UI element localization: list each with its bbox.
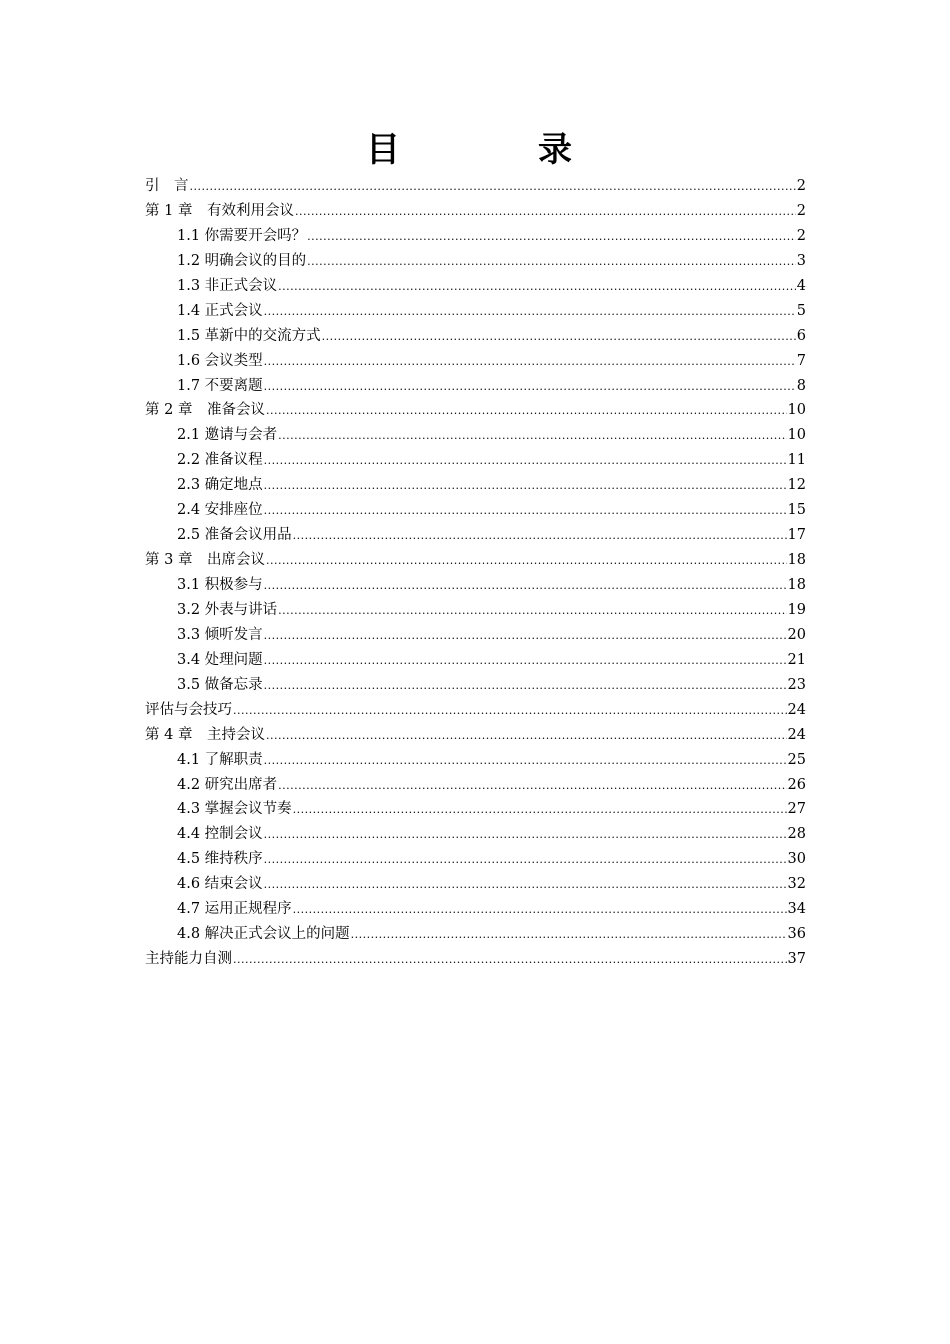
toc-entry-label: 2.1 邀请与会者: [177, 427, 278, 444]
toc-page-number: 18: [787, 577, 806, 593]
toc-page-number: 6: [796, 327, 806, 344]
toc-entry-label: 1.5 革新中的交流方式: [177, 327, 321, 344]
toc-entry-label: 2.2 准备议程: [177, 452, 263, 469]
toc-entry-label: 第 4 章 主持会议: [145, 726, 265, 743]
toc-dot-leader: [264, 499, 787, 524]
toc-dot-leader: [266, 724, 787, 749]
toc-dot-leader: [278, 774, 786, 799]
toc-list: [145, 174, 806, 972]
toc-dot-leader: [264, 649, 787, 674]
toc-page-number: 20: [787, 626, 806, 643]
toc-section-entry[interactable]: [145, 673, 806, 698]
toc-chapter-entry[interactable]: [145, 199, 806, 224]
toc-page-number: 21: [787, 651, 806, 668]
toc-page-number: 19: [787, 601, 806, 618]
toc-section-entry[interactable]: [145, 423, 806, 448]
toc-section-entry[interactable]: [145, 324, 806, 349]
toc-page-number: 18: [787, 552, 806, 569]
toc-dot-leader: [264, 474, 787, 499]
toc-page-number: 4: [796, 277, 806, 294]
toc-section-entry[interactable]: [145, 598, 806, 623]
toc-section-entry[interactable]: [145, 797, 806, 822]
toc-page-number: 5: [796, 302, 806, 319]
toc-section-entry[interactable]: [145, 648, 806, 673]
toc-entry-label: 3.3 倾听发言: [177, 626, 263, 643]
toc-entry-label: 1.1 你需要开会吗？: [177, 227, 307, 244]
toc-entry-label: 2.4 安排座位: [177, 502, 263, 519]
toc-section-entry[interactable]: [145, 473, 806, 498]
toc-dot-leader: [190, 175, 796, 200]
toc-entry-label: 3.5 做备忘录: [177, 676, 263, 693]
toc-page-number: 25: [787, 751, 806, 768]
toc-section-entry[interactable]: [145, 299, 806, 324]
toc-section-entry[interactable]: [145, 274, 806, 299]
toc-dot-leader: [233, 699, 787, 724]
toc-section-entry[interactable]: [145, 922, 806, 947]
toc-entry-label: 1.6 会议类型: [177, 352, 263, 369]
toc-section-entry[interactable]: [145, 349, 806, 374]
toc-dot-leader: [278, 424, 786, 449]
toc-dot-leader: [264, 848, 787, 873]
toc-page-number: 26: [787, 776, 806, 793]
toc-entry-label: 1.3 非正式会议: [177, 277, 278, 294]
toc-entry-label: 4.7 运用正规程序: [177, 901, 292, 918]
toc-page-number: 11: [787, 452, 806, 469]
toc-section-entry[interactable]: [145, 847, 806, 872]
toc-section-entry[interactable]: [145, 523, 806, 548]
toc-chapter-entry[interactable]: [145, 698, 806, 723]
toc-page-number: 32: [787, 876, 806, 893]
toc-dot-leader: [264, 674, 787, 699]
toc-section-entry[interactable]: [145, 448, 806, 473]
toc-dot-leader: [278, 599, 786, 624]
toc-dot-leader: [293, 898, 787, 923]
toc-page-number: 36: [787, 926, 806, 943]
toc-page-number: 10: [787, 427, 806, 444]
toc-title: 目 录: [366, 130, 624, 170]
toc-entry-label: 第 2 章 准备会议: [145, 402, 265, 419]
toc-page-number: 2: [796, 227, 806, 244]
toc-dot-leader: [266, 549, 787, 574]
toc-dot-leader: [351, 923, 787, 948]
toc-section-entry[interactable]: [145, 897, 806, 922]
toc-page-number: 7: [796, 352, 806, 369]
toc-page-number: 30: [787, 851, 806, 868]
toc-entry-label: 3.2 外表与讲话: [177, 601, 278, 618]
toc-entry-label: 4.8 解决正式会议上的问题: [177, 926, 350, 943]
toc-entry-label: 4.2 研究出席者: [177, 776, 278, 793]
toc-entry-label: 4.1 了解职责: [177, 751, 263, 768]
toc-dot-leader: [264, 574, 787, 599]
toc-chapter-entry[interactable]: [145, 947, 806, 972]
toc-dot-leader: [264, 873, 787, 898]
toc-page-number: 3: [796, 252, 806, 269]
toc-dot-leader: [264, 375, 796, 400]
toc-entry-label: 第 3 章 出席会议: [145, 552, 265, 569]
toc-entry-label: 4.5 维持秩序: [177, 851, 263, 868]
toc-page-number: 37: [787, 951, 806, 968]
toc-page-number: 12: [787, 477, 806, 494]
toc-dot-leader: [264, 749, 787, 774]
toc-entry-label: 4.4 控制会议: [177, 826, 263, 843]
toc-entry-label: 3.1 积极参与: [177, 577, 263, 593]
toc-page-number: 10: [787, 402, 806, 419]
toc-section-entry[interactable]: [145, 573, 806, 598]
toc-chapter-entry[interactable]: [145, 398, 806, 423]
toc-dot-leader: [295, 200, 796, 225]
toc-section-entry[interactable]: [145, 773, 806, 798]
toc-page-number: 27: [787, 801, 806, 818]
toc-dot-leader: [264, 300, 796, 325]
toc-page-number: 15: [787, 502, 806, 519]
toc-dot-leader: [322, 325, 796, 350]
toc-entry-label: 1.7 不要离题: [177, 377, 263, 394]
toc-section-entry[interactable]: [145, 872, 806, 897]
toc-entry-label: 评估与会技巧: [145, 701, 232, 718]
toc-section-entry[interactable]: [145, 498, 806, 523]
toc-dot-leader: [264, 823, 787, 848]
toc-page-number: 8: [796, 377, 806, 394]
toc-page-number: 28: [787, 826, 806, 843]
toc-entry-label: 4.6 结束会议: [177, 876, 263, 893]
toc-dot-leader: [264, 624, 787, 649]
toc-page-number: 2: [796, 178, 806, 194]
toc-entry-label: 1.2 明确会议的目的: [177, 252, 307, 269]
toc-page-number: 17: [787, 527, 806, 544]
toc-dot-leader: [264, 350, 796, 375]
toc-dot-leader: [278, 275, 796, 300]
toc-section-entry[interactable]: [145, 623, 806, 648]
toc-entry-label: 3.4 处理问题: [177, 651, 263, 668]
toc-page-number: 24: [787, 701, 806, 718]
toc-dot-leader: [266, 399, 787, 424]
toc-section-entry[interactable]: [145, 822, 806, 847]
toc-entry-label: 第 1 章 有效利用会议: [145, 202, 294, 219]
toc-entry-label: 1.4 正式会议: [177, 302, 263, 319]
toc-page-number: 34: [787, 901, 806, 918]
toc-entry-label: 2.5 准备会议用品: [177, 527, 292, 544]
toc-dot-leader: [293, 798, 787, 823]
toc-entry-label: 4.3 掌握会议节奏: [177, 801, 292, 818]
toc-entry-label: 2.3 确定地点: [177, 477, 263, 494]
toc-dot-leader: [233, 948, 787, 973]
toc-dot-leader: [293, 524, 787, 549]
toc-page-number: 2: [796, 202, 806, 219]
toc-section-entry[interactable]: [145, 374, 806, 399]
toc-dot-leader: [307, 250, 796, 275]
toc-dot-leader: [307, 225, 796, 250]
toc-chapter-entry[interactable]: [145, 174, 806, 199]
toc-chapter-entry[interactable]: [145, 723, 806, 748]
toc-dot-leader: [264, 449, 787, 474]
toc-page-number: 23: [787, 676, 806, 693]
toc-entry-label: 主持能力自测: [145, 951, 232, 968]
toc-section-entry[interactable]: [145, 224, 806, 249]
toc-chapter-entry[interactable]: [145, 548, 806, 573]
toc-section-entry[interactable]: [145, 249, 806, 274]
toc-page-number: 24: [787, 726, 806, 743]
toc-entry-label: 引 言: [145, 178, 189, 194]
toc-section-entry[interactable]: [145, 748, 806, 773]
